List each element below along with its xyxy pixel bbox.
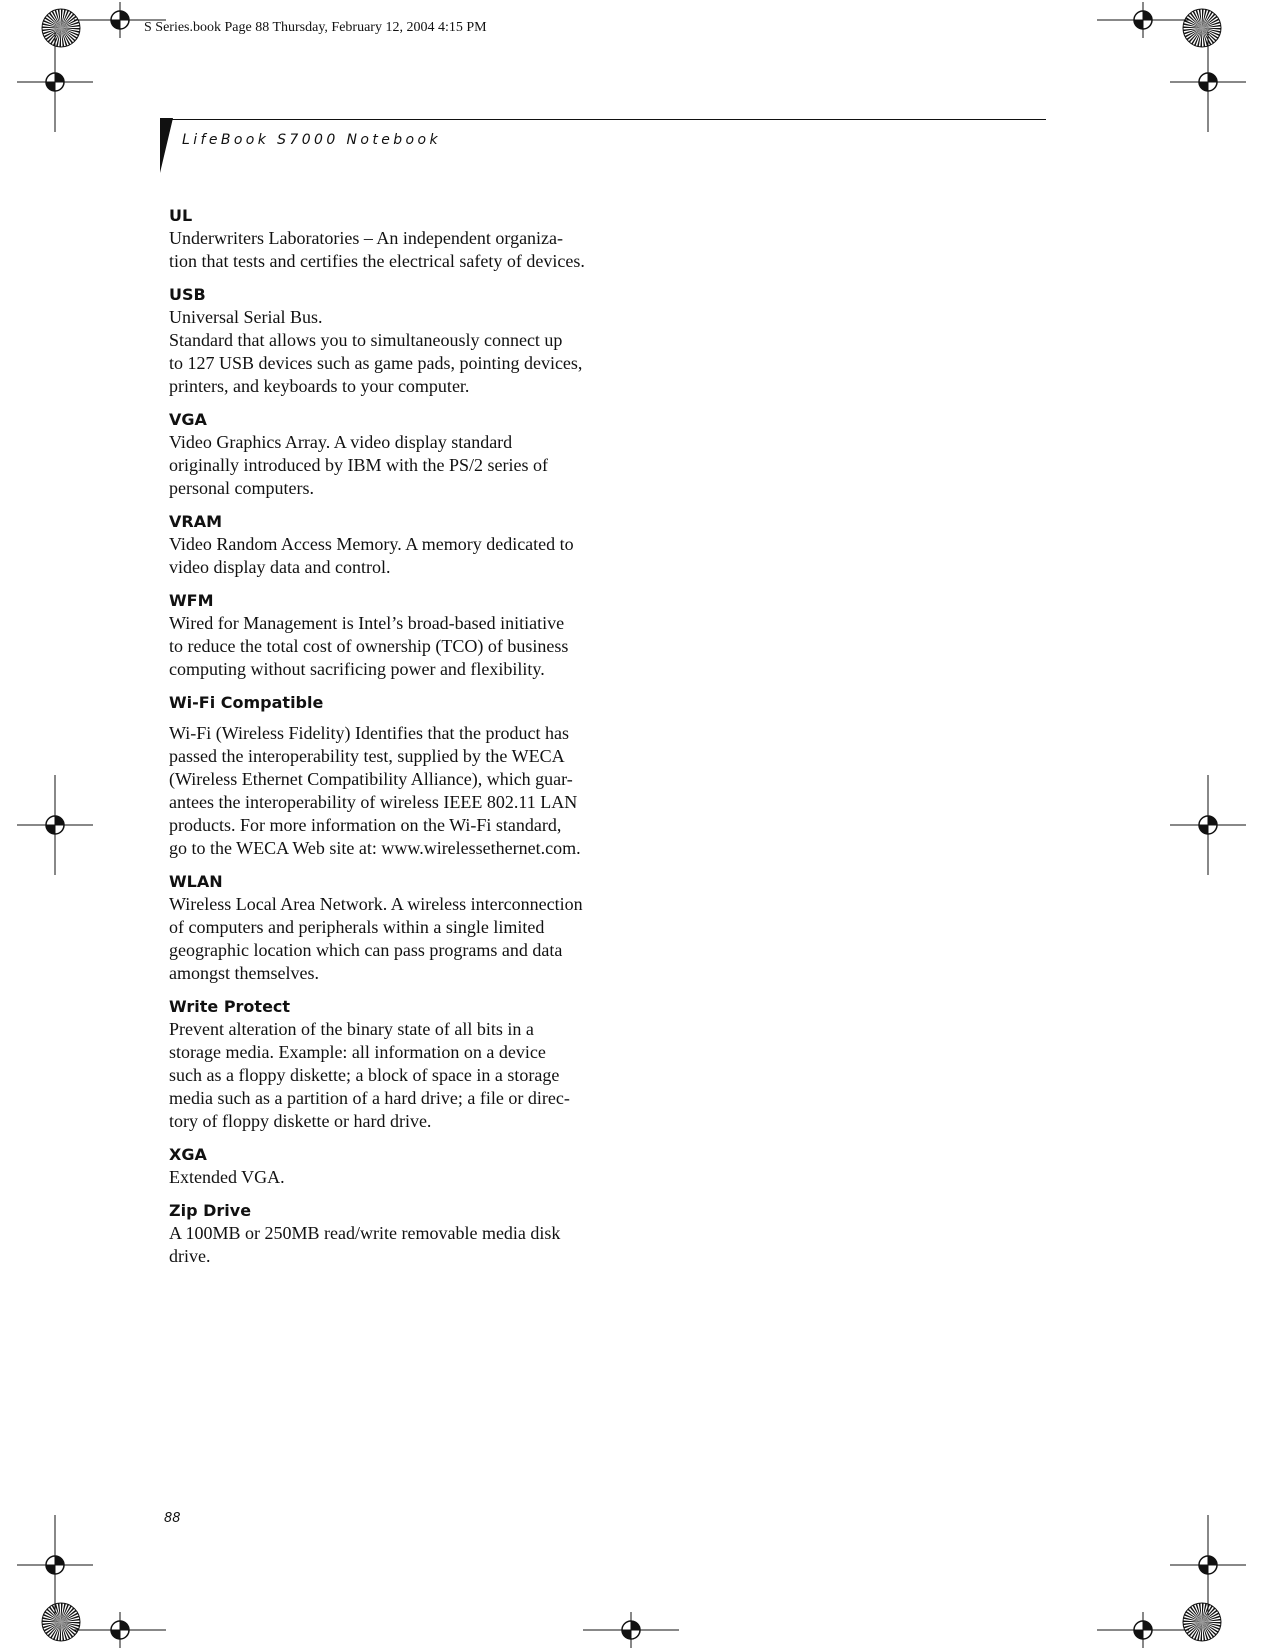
glossary-column (169, 205, 599, 1279)
definition-line: Video Random Access Memory. A memory dedicated to (169, 534, 574, 554)
definition-line: to 127 USB devices such as game pads, pointing devices, (169, 353, 583, 373)
glossary-entry-vram (169, 511, 599, 579)
definition-line: go to the WECA Web site at: www.wirelessethernet.com. (169, 838, 581, 858)
definition-line: products. For more information on the Wi-Fi standard, (169, 815, 562, 835)
definition-line: Video Graphics Array. A video display standard (169, 432, 513, 452)
header-rule (163, 119, 1046, 120)
header-tab-marker (160, 118, 174, 174)
print-slug: S Series.book Page 88 Thursday, February 12, 2004 4:15 PM (144, 20, 487, 35)
definition-line: storage media. Example: all information on a device (169, 1042, 546, 1062)
definition-line: Standard that allows you to simultaneously connect up (169, 330, 563, 350)
definition-line: computing without sacrificing power and flexibility. (169, 659, 545, 679)
definition-line: video display data and control. (169, 557, 391, 577)
definition-line: tory of floppy diskette or hard drive. (169, 1111, 432, 1131)
glossary-entry-wifi-compatible (169, 692, 599, 860)
definition-line: Wi-Fi (Wireless Fidelity) Identifies that the product has (169, 723, 569, 743)
definition-line: Universal Serial Bus. (169, 307, 323, 327)
glossary-entry-wfm (169, 590, 599, 681)
glossary-term: USB (169, 285, 206, 304)
registration-crosshair-icon (74, 1612, 166, 1648)
glossary-entry-ul (169, 205, 599, 273)
definition-line: Underwriters Laboratories – An independent organiza- (169, 228, 564, 248)
definition-line: Wired for Management is Intel’s broad-based initiative (169, 613, 565, 633)
definition-line: passed the interoperability test, supplied by the WECA (169, 746, 565, 766)
definition-line: antees the interoperability of wireless IEEE 802.11 LAN (169, 792, 578, 812)
definition-line: amongst themselves. (169, 963, 319, 983)
registration-crosshair-icon (1170, 32, 1246, 132)
definition-line: Prevent alteration of the binary state of all bits in a (169, 1019, 534, 1039)
glossary-term: VRAM (169, 512, 223, 531)
definition-line: such as a floppy diskette; a block of space in a storage (169, 1065, 560, 1085)
registration-crosshair-icon (1170, 775, 1246, 875)
definition-line: to reduce the total cost of ownership (TCO) of business (169, 636, 569, 656)
registration-crosshair-icon (1097, 1612, 1189, 1648)
running-header-title: LifeBook S7000 Notebook (182, 132, 441, 148)
definition-line: printers, and keyboards to your computer. (169, 376, 470, 396)
glossary-term: UL (169, 206, 193, 225)
registration-crosshair-icon (583, 1612, 679, 1648)
page-number: 88 (164, 1511, 181, 1526)
definition-line: geographic location which can pass programs and data (169, 940, 563, 960)
definition-line: Extended VGA. (169, 1167, 285, 1187)
registration-crosshair-icon (1170, 1515, 1246, 1615)
definition-line: of computers and peripherals within a single limited (169, 917, 545, 937)
definition-line: (Wireless Ethernet Compatibility Alliance), which guar- (169, 769, 573, 789)
registration-crosshair-icon (17, 1515, 93, 1615)
glossary-term: VGA (169, 410, 207, 429)
glossary-entry-usb (169, 284, 599, 398)
glossary-entry-zip-drive (169, 1200, 599, 1268)
glossary-term: Zip Drive (169, 1201, 252, 1220)
registration-crosshair-icon (17, 775, 93, 875)
glossary-term: Write Protect (169, 997, 291, 1016)
definition-line: originally introduced by IBM with the PS/2 series of (169, 455, 548, 475)
glossary-term: WLAN (169, 872, 223, 891)
glossary-entry-vga (169, 409, 599, 500)
glossary-term: Wi-Fi Compatible (169, 693, 324, 712)
definition-line: personal computers. (169, 478, 314, 498)
glossary-entry-write-protect (169, 996, 599, 1133)
definition-line: A 100MB or 250MB read/write removable media disk (169, 1223, 561, 1243)
definition-line: Wireless Local Area Network. A wireless interconnection (169, 894, 583, 914)
glossary-entry-xga (169, 1144, 599, 1189)
definition-line: tion that tests and certifies the electrical safety of devices. (169, 251, 585, 271)
glossary-entry-wlan (169, 871, 599, 985)
definition-line: media such as a partition of a hard drive; a file or direc- (169, 1088, 570, 1108)
glossary-term: XGA (169, 1145, 207, 1164)
glossary-term: WFM (169, 591, 214, 610)
definition-line: drive. (169, 1246, 211, 1266)
registration-crosshair-icon (17, 32, 93, 132)
